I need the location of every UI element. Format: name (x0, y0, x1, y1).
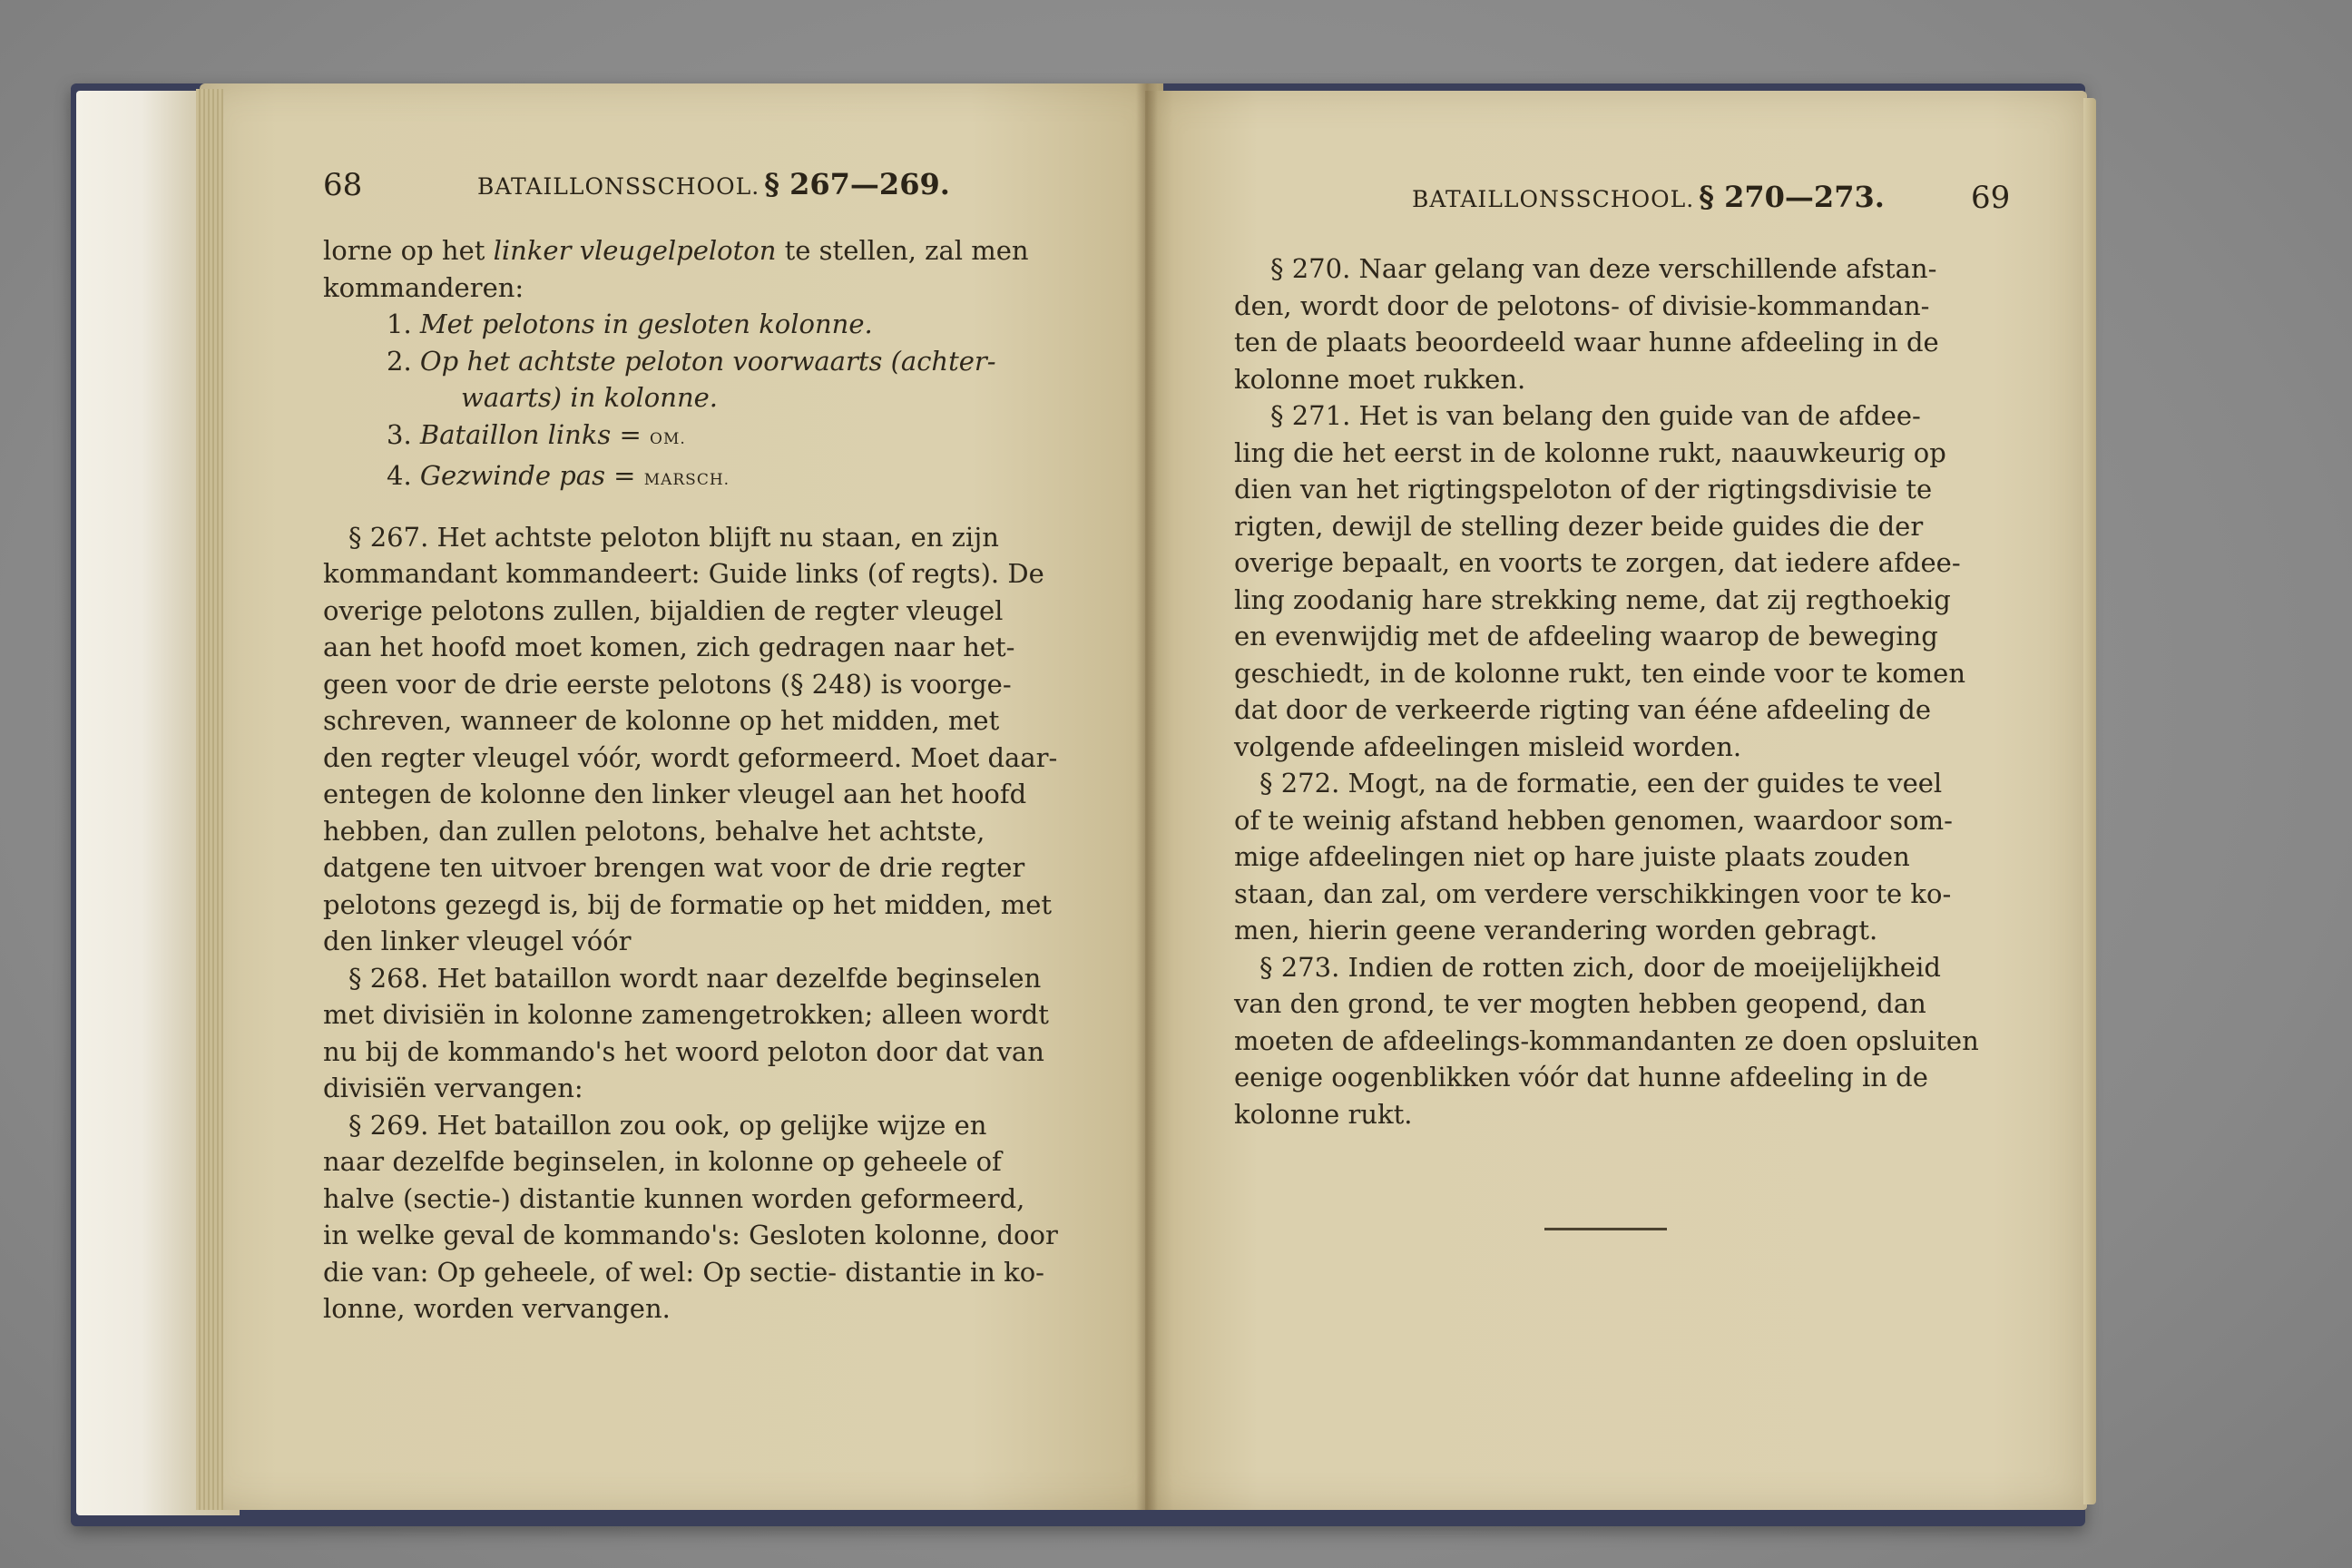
right-page-edge (2083, 98, 2096, 1504)
command-list (323, 306, 1091, 499)
command-item: 2. Op het achtste peloton voorwaarts (achter- (387, 345, 996, 377)
paragraph-273-body: van den grond, te ver mogten hebben geopend, dan moeten de afdeelings-kommandanten ze doen opsluiten eenige oogenblikken vóór dat hunne afdeeling in de kolonne rukt. (1234, 988, 1979, 1130)
command-item: 4. Gezwinde pas = MARSCH. (387, 460, 730, 491)
paragraph-273: § 273. Indien de rotten zich, door de moeijelijkheid (1259, 951, 1941, 983)
book-gutter (1136, 83, 1158, 1510)
paragraph-269-body: naar dezelfde beginselen, in kolonne op geheele of halve (sectie-) distantie kunnen worden geformeerd, in welke geval de kommando's: Gesloten kolonne, door die van: Op geheele, of wel: Op sectie- distantie in ko- lonne, worden vervangen. (323, 1146, 1058, 1324)
paragraph-269: § 269. Het bataillon zou ook, op gelijke wijze en (348, 1109, 987, 1141)
left-section-range: § 267—269. (764, 167, 950, 201)
paragraph-270-body: den, wordt door de pelotons- of divisie-kommandan- ten de plaats beoordeeld waar hunne afdeeling in de kolonne moet rukken. (1234, 289, 1939, 395)
left-running-title: BATAILLONSSCHOOL. (477, 173, 760, 200)
paragraph-268: § 268. Het bataillon wordt naar dezelfde beginselen (348, 962, 1042, 994)
command-item: 1. Met pelotons in gesloten kolonne. (387, 309, 873, 339)
section-end-rule (1544, 1228, 1667, 1230)
command-item: waarts) in kolonne. (461, 382, 719, 413)
paragraph-267-body: kommandant kommandeert: Guide links (of regts). De overige pelotons zullen, bijaldien de regter vleugel aan het hoofd moet komen, zich gedragen naar het- geen voor de drie eerste pelotons (§ 248) is voorge- schreven, wanneer de kolonne op het midden, met den regter vleugel vóór, wordt geformeerd. Moet daar- entegen de kolonne den linker vleugel aan het hoofd hebben, dan zullen pelotons, behalve het achtste, datgene ten uitvoer brengen wat voor de drie regter pelotons gezegd is, bij de formatie op het midden, met den linker vleugel vóór (323, 558, 1058, 956)
right-running-head (1412, 180, 1885, 214)
paragraph-271-body: ling die het eerst in de kolonne rukt, naauwkeurig op dien van het rigtingspeloton of der rigtingsdivisie te rigten, dewijl de stelling dezer beide guides die der overige bepaalt, en voorts te zorgen, dat iedere afdee- ling zoodanig hare strekking neme, dat zij regthoekig en evenwijdig met de afdeeling waarop de beweging geschiedt, in de kolonne rukt, ten einde voor te komen dat door de verkeerde rigting van ééne afdeeling de volgende afdeelingen misleid worden. (1234, 436, 1965, 762)
left-page-number: 68 (323, 167, 363, 203)
paragraph-267: § 267. Het achtste peloton blijft nu staan, en zijn (348, 521, 999, 553)
paragraph-271: § 271. Het is van belang den guide van de afdee- (1270, 400, 1921, 431)
paragraph-272: § 272. Mogt, na de formatie, een der guides te veel (1259, 768, 1943, 799)
intro-line: kommanderen: (323, 271, 524, 303)
left-page-header (323, 167, 362, 203)
right-running-title: BATAILLONSSCHOOL. (1412, 186, 1695, 212)
paragraph-272-body: of te weinig afstand hebben genomen, waardoor som- mige afdeelingen niet op hare juiste plaats zouden staan, dan zal, om verdere verschikkingen voor te ko- men, hierin geene verandering worden gebragt. (1234, 804, 1953, 946)
left-running-head (477, 167, 950, 201)
right-section-range: § 270—273. (1699, 180, 1885, 214)
left-page-body (323, 232, 1091, 1328)
right-page-number: 69 (1971, 180, 2011, 216)
right-page-header (1971, 180, 2010, 216)
command-item: 3. Bataillon links = OM. (387, 418, 686, 450)
intro-line: lorne op het linker vleugelpeloton te stellen, zal men (323, 235, 1029, 266)
page-stack (196, 89, 223, 1510)
paragraph-268-body: met divisiën in kolonne zamengetrokken; alleen wordt nu bij de kommando's het woord peloton door dat van divisiën vervangen: (323, 999, 1049, 1103)
paragraph-270: § 270. Naar gelang van deze verschillende afstan- (1270, 253, 1937, 284)
right-page-body (1234, 250, 2005, 1132)
